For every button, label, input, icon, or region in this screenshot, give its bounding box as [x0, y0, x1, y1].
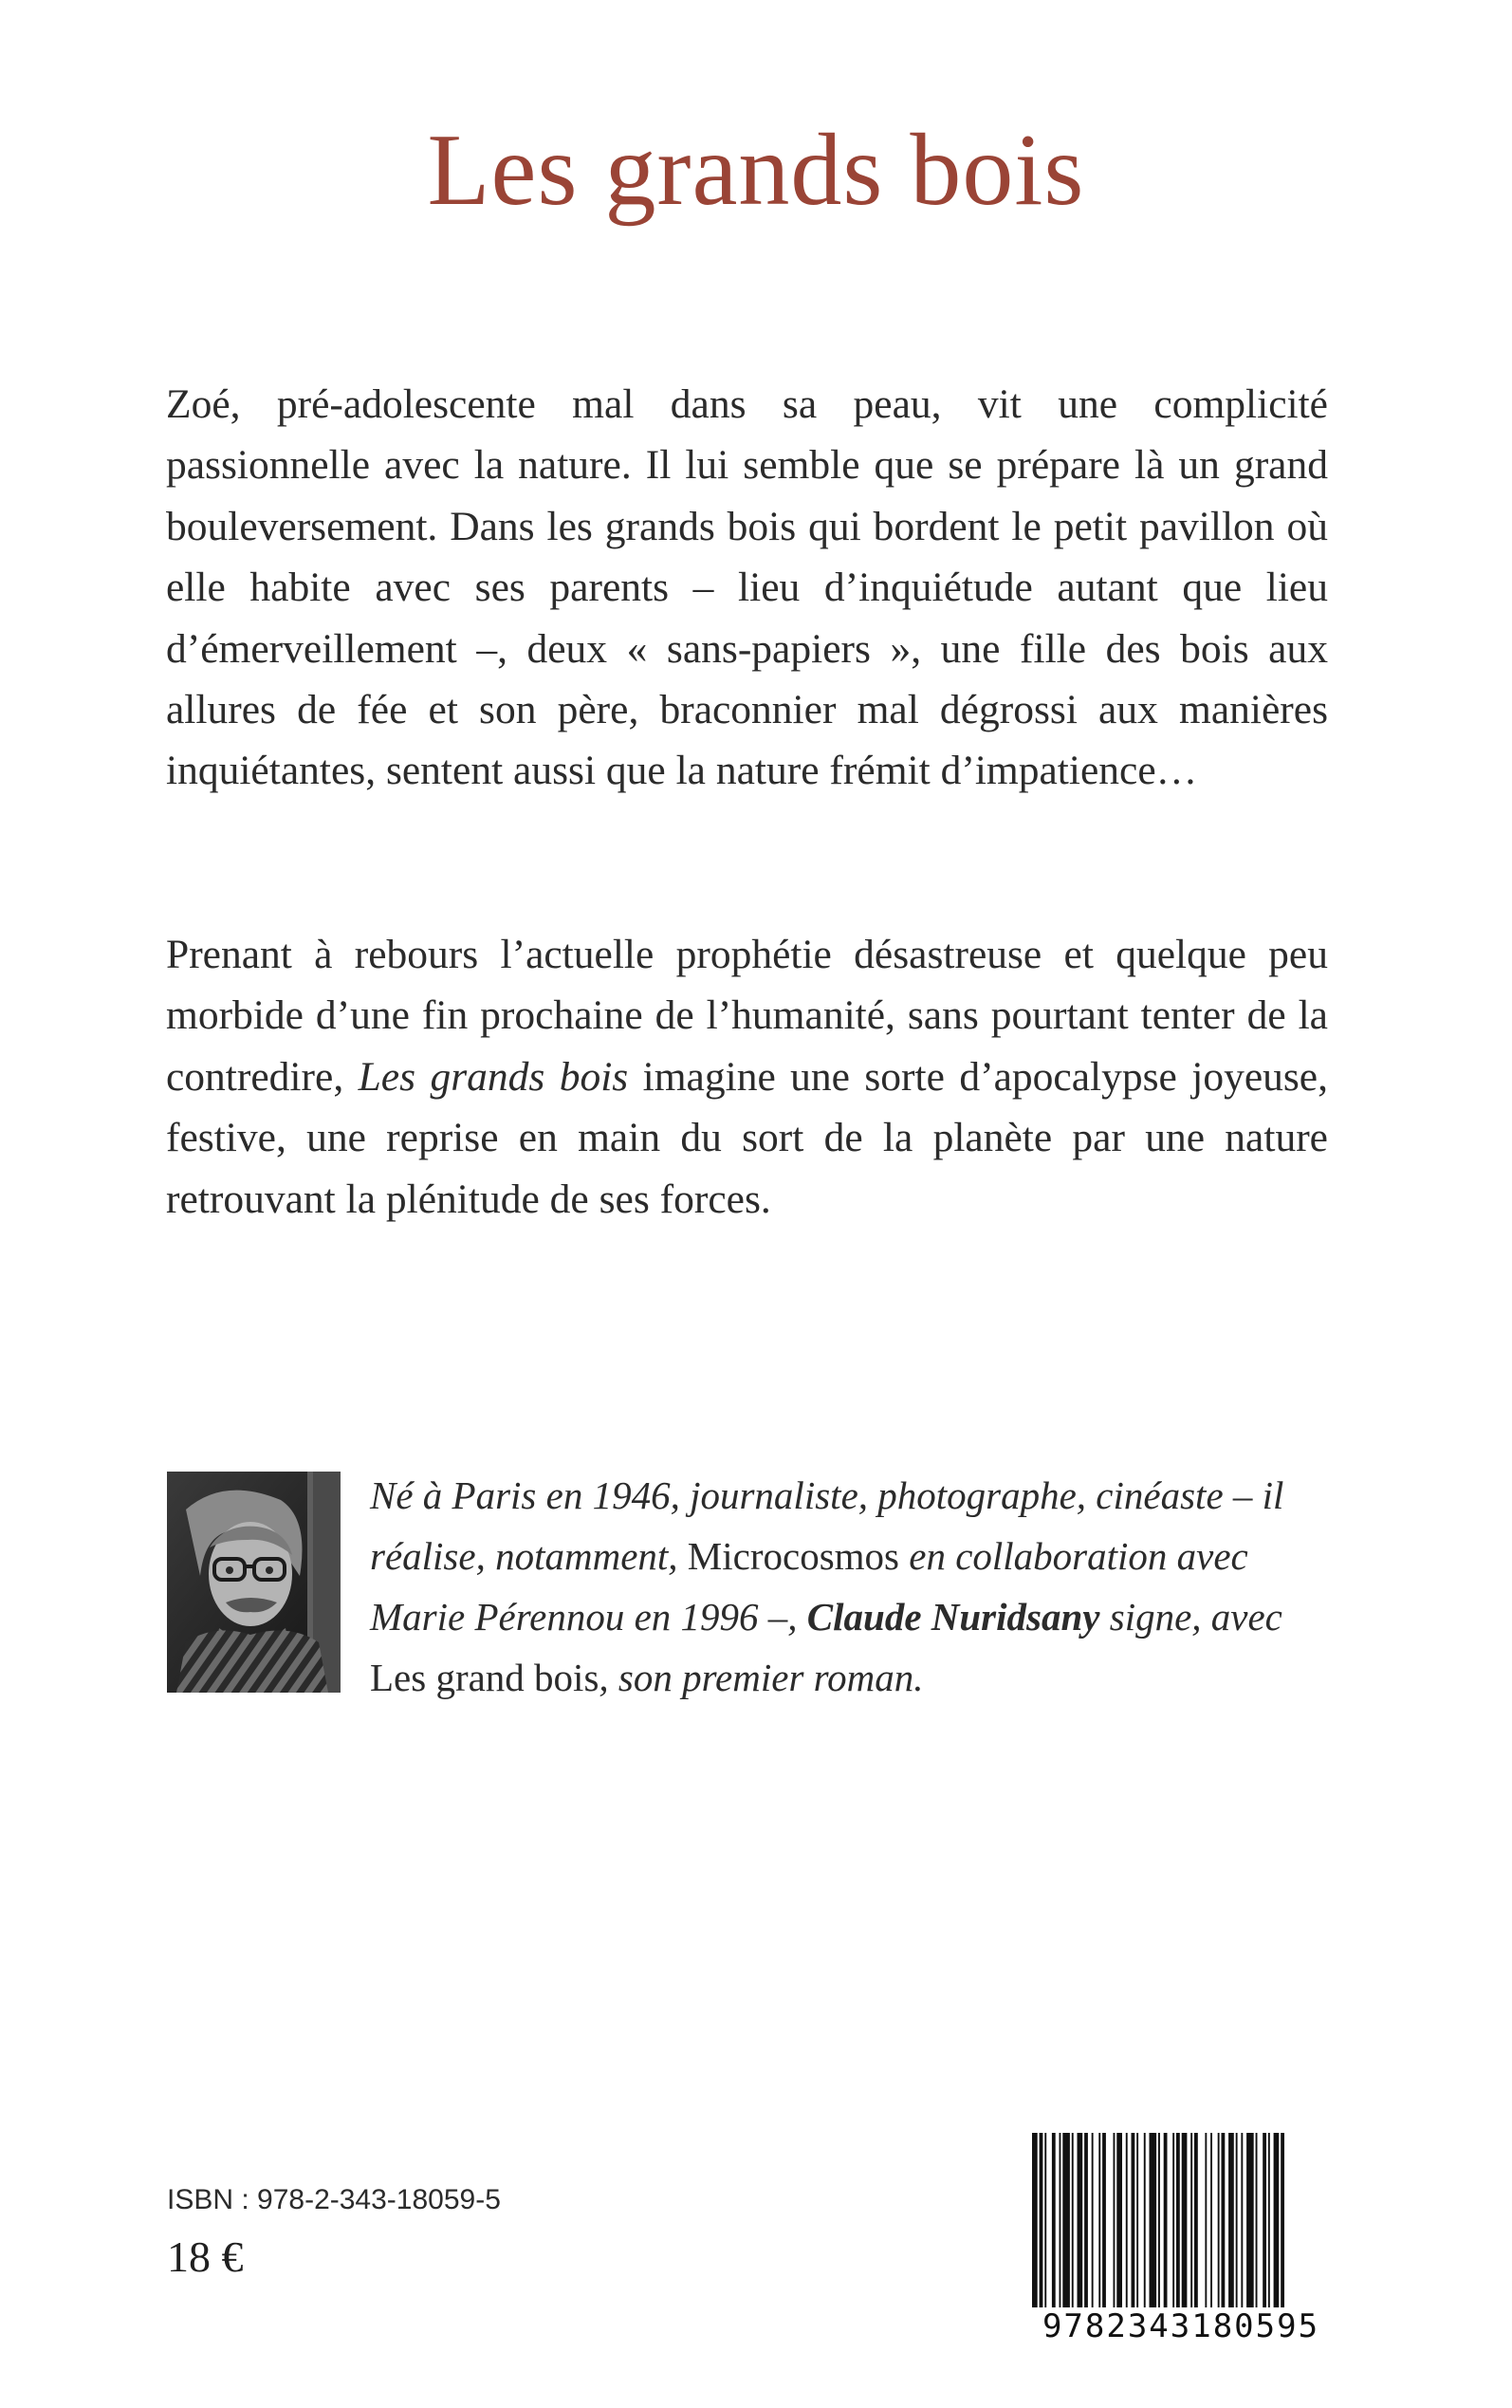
bio-film-title: Microcosmos	[687, 1534, 899, 1578]
barcode-bar	[1236, 2133, 1238, 2319]
barcode-bar	[1062, 2133, 1070, 2319]
author-photo	[167, 1472, 341, 1693]
barcode-bar	[1044, 2133, 1046, 2319]
barcode-bar	[1194, 2133, 1198, 2319]
barcode-bar	[1150, 2133, 1157, 2319]
barcode-digits: 9782343180595	[1030, 2307, 1332, 2345]
barcode-bar	[1136, 2133, 1138, 2319]
barcode-bar	[1190, 2133, 1192, 2319]
barcode-bar	[1078, 2133, 1083, 2319]
barcode-bar	[1084, 2133, 1088, 2319]
barcode-bar	[1126, 2133, 1128, 2319]
barcode-bar	[1281, 2133, 1284, 2319]
barcode-bar	[1040, 2133, 1043, 2319]
barcode-bar	[1092, 2133, 1094, 2319]
blurb-book-title-italic: Les grands bois	[358, 1053, 629, 1100]
barcode	[1030, 2133, 1332, 2366]
barcode-bar	[1246, 2133, 1254, 2319]
barcode-bar	[1072, 2133, 1074, 2319]
barcode-bar	[1158, 2133, 1160, 2319]
book-title: Les grands bois	[427, 114, 1085, 227]
blurb-paragraph-2	[166, 924, 1328, 1230]
isbn-number: ISBN : 978-2-343-18059-5	[167, 2184, 501, 2215]
barcode-bar	[1274, 2133, 1280, 2319]
barcode-bar	[1210, 2133, 1212, 2319]
barcode-bar	[1116, 2133, 1122, 2319]
barcode-bar	[1164, 2133, 1168, 2319]
barcode-bar	[1176, 2133, 1180, 2319]
barcode-bar	[1256, 2133, 1258, 2319]
barcode-bar	[1144, 2133, 1146, 2319]
price-label: 18 €	[167, 2232, 244, 2281]
barcode-bar	[1172, 2133, 1174, 2319]
blurb-paragraph-2-text-b: imagine une sorte d’apocalypse joyeuse, festive, une reprise en main du sort de la planète par une nature retrouvant la plénitude de ses forces.	[166, 1053, 1328, 1222]
barcode-bar	[1098, 2133, 1100, 2319]
barcode-bar	[1052, 2133, 1056, 2319]
bio-text-2: en collaboration avec Marie Pérennou en 1996 –,	[370, 1534, 1248, 1639]
barcode-bar	[1032, 2133, 1038, 2319]
bio-text-1: Né à Paris en 1946, journaliste, photographe, cinéaste – il réalise, notamment,	[370, 1473, 1284, 1578]
bio-book-title: Les grand bois	[370, 1656, 599, 1699]
barcode-bar	[1205, 2133, 1207, 2319]
barcode-bar	[1228, 2133, 1234, 2319]
barcode-bar	[1132, 2133, 1135, 2319]
barcode-bar	[1182, 2133, 1188, 2319]
blurb-paragraph-2-text-a: Prenant à rebours l’actuelle prophétie désastreuse et quelque peu morbide d’une fin prochaine de l’humanité, sans pourtant tenter de la contredire,	[166, 932, 1328, 1100]
bio-text-4: , son premier roman.	[599, 1656, 924, 1699]
barcode-bar	[1218, 2133, 1220, 2319]
bio-author-name: Claude Nuridsany	[806, 1595, 1100, 1639]
bio-text-3: signe, avec	[1099, 1595, 1282, 1639]
barcode-bar	[1114, 2133, 1116, 2319]
barcode-bar	[1241, 2133, 1243, 2319]
barcode-bar	[1102, 2133, 1106, 2319]
author-biography	[370, 1465, 1330, 1708]
barcode-bar	[1263, 2133, 1266, 2319]
blurb-paragraph-1: Zoé, pré-adolescente mal dans sa peau, vit une complicité passionnelle avec la nature. Il lui semble que se prépare là un grand bouleversement. Dans les grands bois qui bordent le petit pavillon où elle habite avec ses parents – lieu d’inquiétude autant que lieu d’émerveillement –, deux « sans-papiers », une fille des bois aux allures de fée et son père, braconnier mal dégrossi aux manières inquiétantes, sentent aussi que la nature frémit d’impatience…	[166, 381, 1328, 794]
barcode-bar	[1222, 2133, 1226, 2319]
barcode-bar	[1060, 2133, 1061, 2319]
barcode-bar	[1268, 2133, 1270, 2319]
